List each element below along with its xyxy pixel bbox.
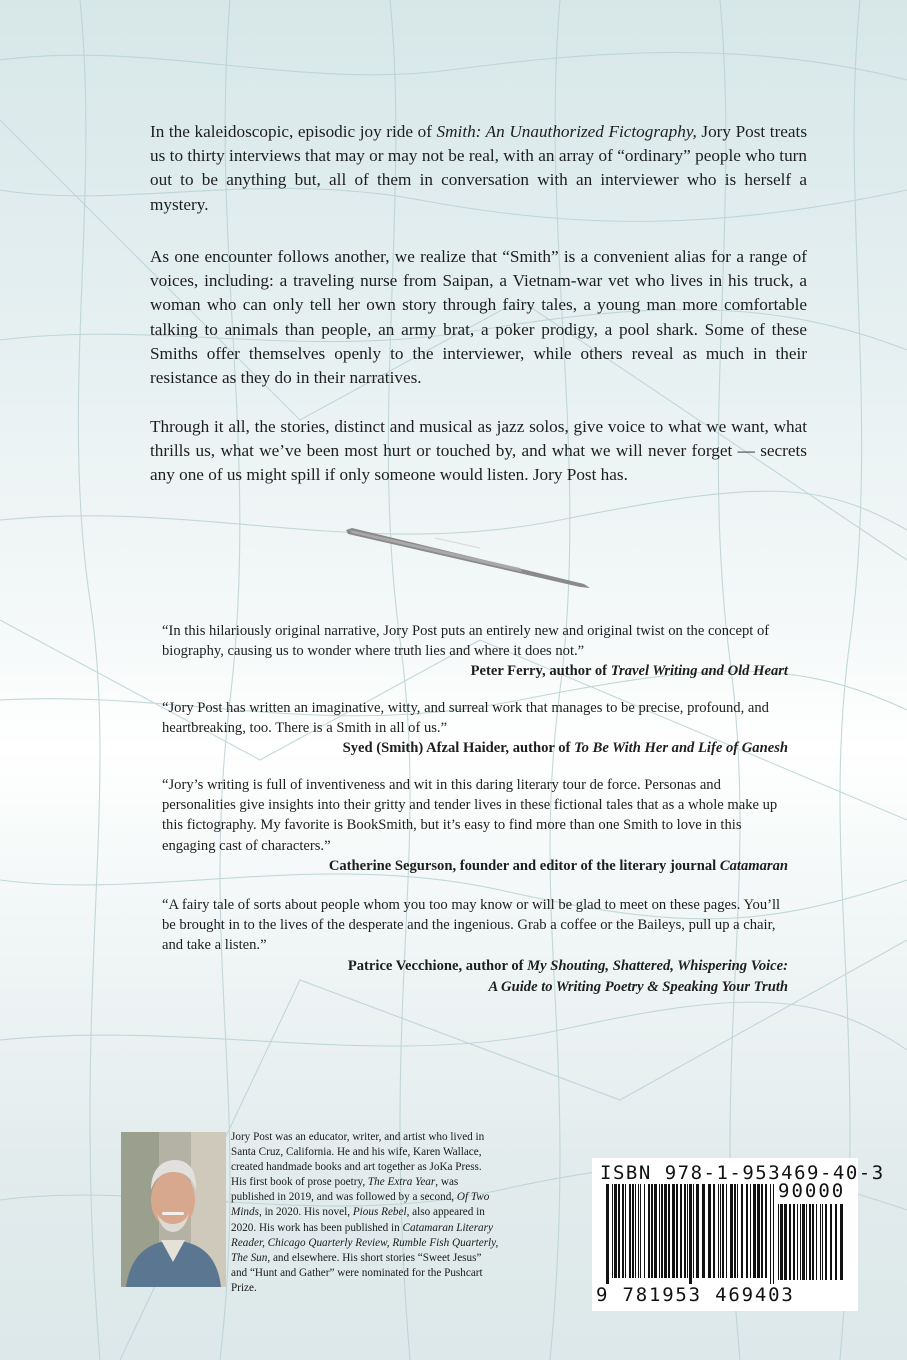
barcode-bar bbox=[618, 1184, 620, 1278]
barcode-bar bbox=[825, 1204, 827, 1280]
barcode-bar bbox=[812, 1204, 814, 1280]
barcode-bar bbox=[659, 1184, 660, 1278]
barcode-bar bbox=[654, 1184, 657, 1278]
blurb-text: In the kaleidoscopic, episodic joy ride of bbox=[150, 122, 437, 141]
barcode-bar bbox=[802, 1204, 805, 1280]
barcode-bar bbox=[680, 1184, 682, 1278]
barcode-bar bbox=[629, 1184, 631, 1278]
barcode-bar bbox=[816, 1204, 817, 1280]
author-bio: Jory Post was an educator, writer, and artist who lived in Santa Cruz, California. He and his wife, Karen Wallace, created handmade books and art together as JoKa Press. His first book of prose poetry, The Extra Year, was published in 2019, and was followed by a second, Of Two Minds, in 2020. His novel, Pious Rebel, also appeared in 2020. His work has been published in Catamaran Literary Reader, Chicago Quarterly Review, Rumble Fish Quarterly, The Sun, and elsewhere. His short stories “Sweet Jesus” and “Hunt and Gather” were nominated for the Pushcart Prize. bbox=[231, 1131, 499, 1294]
barcode-bar bbox=[668, 1184, 670, 1278]
barcode-bar bbox=[638, 1184, 639, 1278]
quote-text: “In this hilariously original narrative, Jory Post puts an entirely new and original twist on the concept of biography, causing us to wonder where truth lies and where it does not.” bbox=[162, 623, 770, 660]
barcode-bar bbox=[757, 1184, 760, 1278]
pen-icon bbox=[340, 520, 600, 590]
barcode-bar bbox=[840, 1204, 843, 1280]
author-photo bbox=[121, 1132, 226, 1287]
barcode-bar bbox=[606, 1184, 609, 1284]
barcode-bar bbox=[830, 1204, 832, 1280]
barcode-bar bbox=[614, 1184, 617, 1278]
quote-text: “Jory Post has written an imaginative, witty, and surreal work that manages to be precise, profound, and heartbreaking, too. There is a Smith in all of us.” bbox=[162, 700, 769, 737]
blurb-paragraph-1 bbox=[150, 120, 807, 217]
quote-attribution: Patrice Vecchione, author of My Shouting, Shattered, Whispering Voice: bbox=[347, 957, 788, 974]
book-title: Smith: An Unauthorized Fictography, bbox=[436, 122, 697, 141]
barcode-bar bbox=[722, 1184, 724, 1278]
barcode-bar bbox=[750, 1184, 751, 1278]
barcode-bar bbox=[822, 1204, 823, 1280]
barcode-bar bbox=[800, 1204, 801, 1280]
barcode-bar bbox=[820, 1204, 821, 1280]
barcode-bar bbox=[687, 1184, 688, 1278]
barcode-bar bbox=[651, 1184, 653, 1278]
blurb-paragraph-3 bbox=[150, 415, 807, 488]
barcode-bar bbox=[644, 1184, 645, 1278]
isbn-barcode bbox=[592, 1158, 885, 1311]
barcode-bar bbox=[793, 1204, 795, 1280]
barcode-bar bbox=[835, 1204, 837, 1280]
ean-barcode-bars bbox=[606, 1184, 774, 1284]
barcode-bar bbox=[696, 1184, 699, 1278]
barcode-bar bbox=[730, 1184, 733, 1278]
barcode-bar bbox=[632, 1184, 634, 1278]
barcode-bar bbox=[797, 1204, 798, 1280]
barcode-bar bbox=[784, 1204, 787, 1280]
barcode-bar bbox=[726, 1184, 727, 1278]
barcode-bar bbox=[625, 1184, 626, 1278]
blurb-text: Jory Post treats us to thirty interviews that may or may not be real, with an array of “ordinary” people who turn out to be anything but, all of them in conversation with an interviewer who is herself a mystery. bbox=[150, 122, 808, 214]
barcode-bar bbox=[806, 1204, 807, 1280]
barcode-bar bbox=[713, 1184, 715, 1278]
barcode-bar bbox=[809, 1204, 811, 1280]
quote-3 bbox=[162, 775, 788, 877]
barcode-bar bbox=[770, 1184, 771, 1284]
barcode-bar bbox=[741, 1184, 743, 1278]
barcode-bar bbox=[689, 1184, 692, 1284]
blurb-text: As one encounter follows another, we realize that “Smith” is a convenient alias for a range of voices, including: a traveling nurse from Saipan, a Vietnam-war vet who lives in his truck, a woman who can only tell her own story through fairy tales, a young man more comfortable talking to animals than people, an army brat, a poker prodigy, a pool shark. Some of these Smiths offer themselves openly to the interviewer, while others reveal as much in their resistance as they do in their narratives. bbox=[150, 247, 807, 388]
barcode-bar bbox=[622, 1184, 624, 1278]
ean-text: 9 781953 469403 bbox=[596, 1284, 795, 1306]
isbn-text: ISBN 978-1-953469-40-3 bbox=[600, 1162, 885, 1184]
barcode-bar bbox=[778, 1204, 779, 1280]
barcode-bar bbox=[708, 1184, 711, 1278]
barcode-bar bbox=[765, 1184, 767, 1278]
barcode-bar bbox=[672, 1184, 675, 1278]
barcode-bar bbox=[640, 1184, 641, 1278]
quote-text: “A fairy tale of sorts about people whom you too may know or will be glad to meet on these pages. You’ll be brought in to the lives of the desperate and the ingenious. Grab a coffee or the Baileys, pull up a chair, and take a listen.” bbox=[162, 897, 781, 954]
barcode-bar bbox=[648, 1184, 650, 1278]
barcode-bar bbox=[664, 1184, 667, 1278]
quote-1 bbox=[162, 621, 788, 682]
barcode-bar bbox=[761, 1184, 763, 1278]
barcode-bar bbox=[780, 1204, 783, 1280]
barcode-bar bbox=[737, 1184, 738, 1278]
barcode-bar bbox=[693, 1184, 694, 1278]
blurb-text: Through it all, the stories, distinct and musical as jazz solos, give voice to what we want, what thrills us, what we’ve been most hurt or touched by, and what we will never forget — secrets any one of us might spill if only someone would listen. Jory Post has. bbox=[150, 417, 807, 485]
quote-attribution: Syed (Smith) Afzal Haider, author of To Be With Her and Life of Ganesh bbox=[342, 740, 788, 757]
quote-attribution-line-2: A Guide to Writing Poetry & Speaking Your Truth bbox=[488, 978, 788, 995]
quote-text: “Jory’s writing is full of inventiveness and wit in this daring literary tour de force. Personas and personalities give insights into their gritty and tender lives in these fictional tales that as a whole make up this fictography. My favorite is BookSmith, but it’s easy to find more than one Smith to love in this engaging cast of characters.” bbox=[162, 777, 778, 854]
barcode-bar bbox=[753, 1184, 756, 1278]
quote-2 bbox=[162, 698, 788, 759]
barcode-bar bbox=[720, 1184, 721, 1278]
barcode-bar bbox=[676, 1184, 678, 1278]
barcode-bar bbox=[612, 1184, 613, 1278]
barcode-bar bbox=[773, 1184, 774, 1284]
price-code-text: 90000 bbox=[778, 1180, 846, 1202]
barcode-bar bbox=[661, 1184, 663, 1278]
barcode-bar bbox=[789, 1204, 791, 1280]
barcode-bar bbox=[734, 1184, 736, 1278]
barcode-bar bbox=[746, 1184, 748, 1278]
quote-4 bbox=[162, 895, 788, 998]
barcode-bar bbox=[684, 1184, 686, 1278]
blurb-paragraph-2 bbox=[150, 245, 807, 390]
quote-attribution: Catherine Segurson, founder and editor of the literary journal Catamaran bbox=[328, 857, 788, 874]
addon-barcode-bars bbox=[778, 1204, 846, 1286]
barcode-bar bbox=[702, 1184, 705, 1278]
quote-attribution: Peter Ferry, author of Travel Writing and Old Heart bbox=[470, 663, 788, 680]
barcode-bar bbox=[718, 1184, 719, 1278]
barcode-bar bbox=[635, 1184, 636, 1278]
